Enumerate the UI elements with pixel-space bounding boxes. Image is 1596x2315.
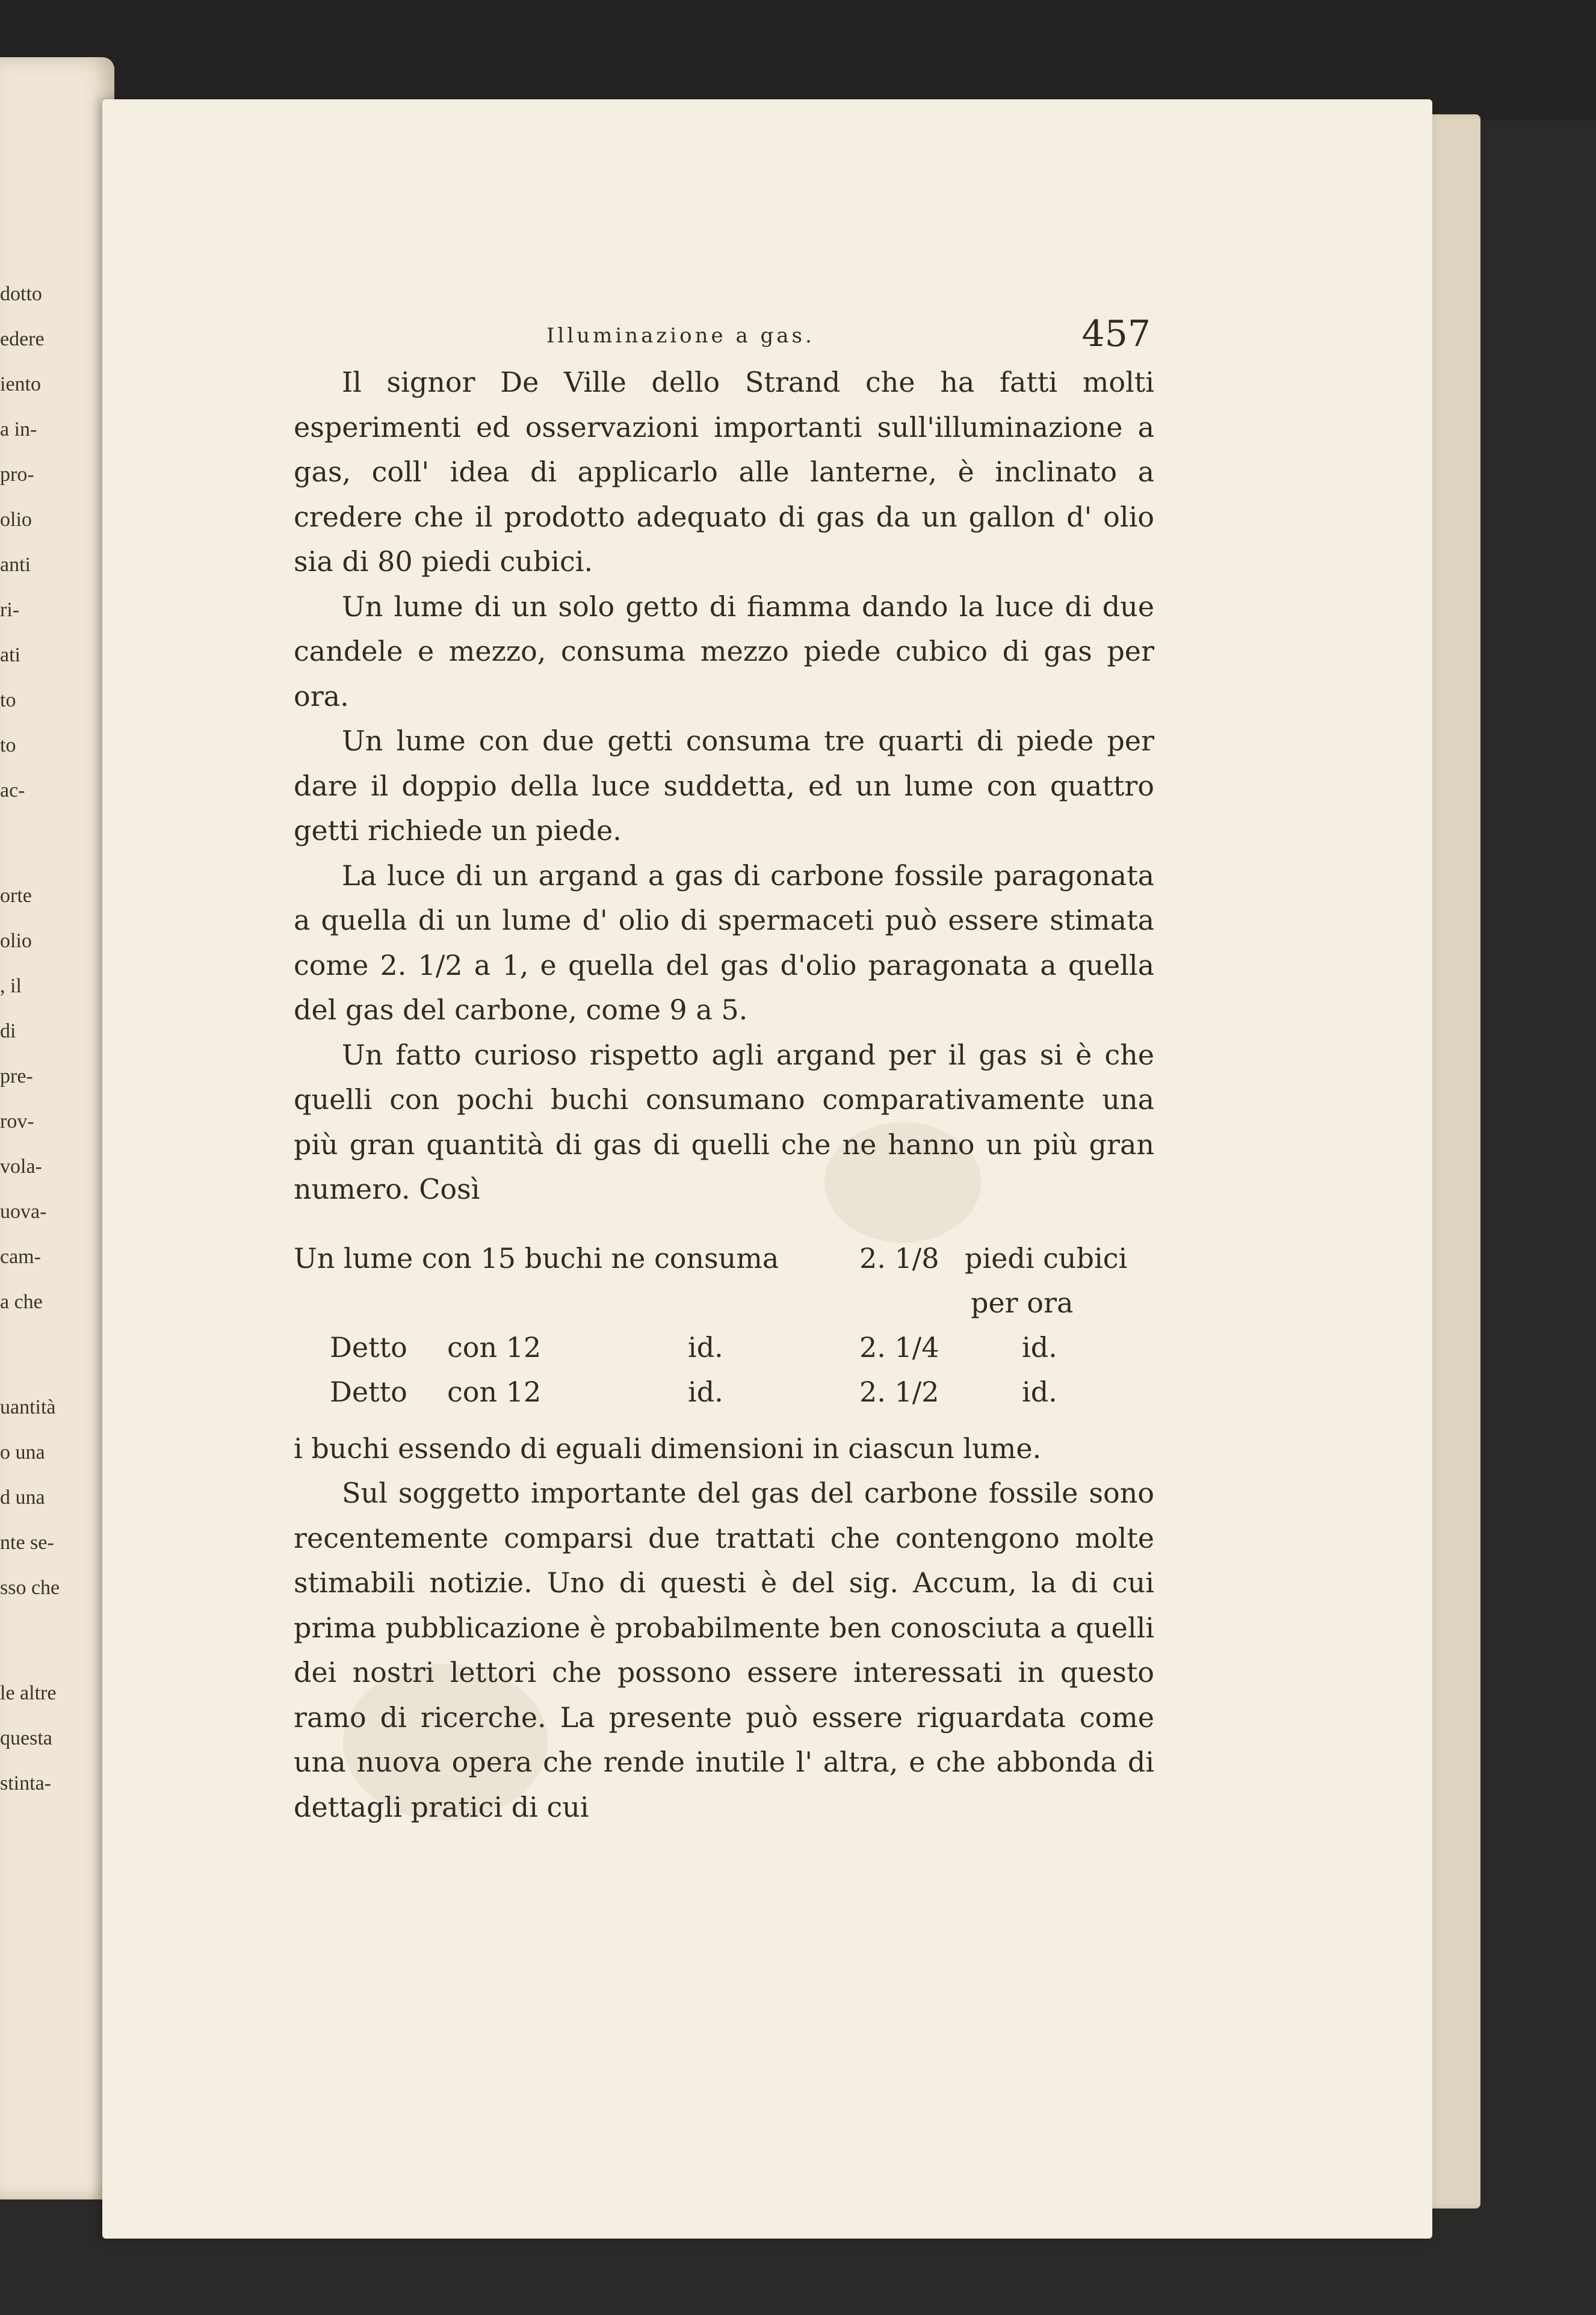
- table-row-label: Detto: [330, 1375, 407, 1408]
- paragraph: Un lume con due getti consuma tre quarti di piede per dare il doppio della luce suddetta, ed un lume con quattro getti richiede un piede.: [294, 725, 1154, 847]
- left-page-fragment: anti: [0, 554, 31, 576]
- left-page-fragment: ri-: [0, 599, 20, 621]
- left-page-fragment: cam-: [0, 1246, 41, 1268]
- left-page-fragment: iento: [0, 373, 41, 395]
- table-row-count: con 12: [447, 1331, 542, 1364]
- left-page-fragment: , il: [0, 975, 22, 997]
- left-page-fragment: o una: [0, 1441, 45, 1463]
- left-page-fragment: rov-: [0, 1110, 34, 1133]
- body-text: [294, 360, 1154, 1829]
- left-page-fragment: a in-: [0, 418, 37, 440]
- paragraph: Sul soggetto importante del gas del carbone fossile sono recentemente comparsi due trattati che contengono molte stimabili notizie. Uno di questi è del sig. Accum, la di cui prima pubblicazione è probabilmente ben conosciuta a quelli dei nostri lettori che possono essere interessati in questo ramo di ricerche. La presente può essere riguardata come una nuova opera che rende inutile l' altra, e che abbonda di dettagli pratici di cui: [294, 1477, 1154, 1823]
- table-row-value: 2. 1/8: [859, 1241, 939, 1275]
- left-page-fragment: di: [0, 1020, 16, 1042]
- table-row-id: id.: [1022, 1375, 1057, 1408]
- table-row-continuation: [294, 1281, 1154, 1325]
- table-row: [294, 1370, 1154, 1414]
- table-row-unit: piedi cubici: [965, 1241, 1128, 1275]
- paragraph: La luce di un argand a gas di carbone fossile paragonata a quella di un lume d' olio di spermaceti può essere stimata come 2. 1/2 a 1, e quella del gas d'olio paragonata a quella del gas del carbone, come 9 a 5.: [294, 859, 1154, 1026]
- left-page-fragment: edere: [0, 328, 45, 350]
- table-row-id: id.: [1022, 1331, 1057, 1364]
- table-row-label: Un lume con 15 buchi ne consuma: [294, 1241, 779, 1275]
- left-page-fragment: uova-: [0, 1201, 47, 1223]
- left-page-fragment: olio: [0, 930, 32, 952]
- page-header: [294, 313, 1154, 361]
- left-page-fragment: d una: [0, 1486, 45, 1509]
- left-page-fragment: orte: [0, 885, 32, 907]
- left-page-fragment: questa: [0, 1727, 52, 1749]
- left-page-fragment: uantità: [0, 1396, 56, 1418]
- paragraph: i buchi essendo di eguali dimensioni in ciascun lume.: [294, 1432, 1042, 1465]
- left-page-fragment: ati: [0, 644, 20, 666]
- left-page-fragment: a che: [0, 1291, 43, 1313]
- table-row-value: 2. 1/2: [859, 1375, 939, 1408]
- running-title: Illuminazione a gas.: [546, 324, 815, 348]
- table-row: [294, 1325, 1154, 1370]
- left-page-fragment: pre-: [0, 1065, 33, 1087]
- left-page-fragment: vola-: [0, 1155, 42, 1178]
- table-row: [294, 1236, 1154, 1281]
- consumption-table: [294, 1236, 1154, 1414]
- left-page-edge: [0, 57, 114, 2199]
- table-row-unit: per ora: [971, 1286, 1074, 1319]
- left-page-fragment: to: [0, 734, 16, 756]
- left-page-fragment: stinta-: [0, 1772, 51, 1794]
- paragraph: Il signor De Ville dello Strand che ha fatti molti esperimenti ed osservazioni importanti sull'illuminazione a gas, coll' idea di applicarlo alle lanterne, è inclinato a credere che il prodotto adequato di gas da un gallon d' olio sia di 80 piedi cubici.: [294, 366, 1154, 578]
- paragraph: Un fatto curioso rispetto agli argand per il gas si è che quelli con pochi buchi consumano comparativamente una più gran quantità di gas di quelli che ne hanno un più gran numero. Così: [294, 1038, 1154, 1205]
- left-page-fragment: nte se-: [0, 1531, 54, 1554]
- paragraph: Un lume di un solo getto di fiamma dando la luce di due candele e mezzo, consuma mezzo piede cubico di gas per ora.: [294, 590, 1154, 712]
- table-row-count: con 12: [447, 1375, 542, 1408]
- table-row-value: 2. 1/4: [859, 1331, 939, 1364]
- left-page-fragment: le altre: [0, 1682, 57, 1704]
- table-row-id: id.: [688, 1331, 723, 1364]
- left-page-fragment: ac-: [0, 779, 25, 802]
- left-page-fragment: to: [0, 689, 16, 711]
- table-row-label: Detto: [330, 1331, 407, 1364]
- left-page-fragment: olio: [0, 508, 32, 531]
- left-page-fragment: sso che: [0, 1577, 60, 1599]
- table-row-id: id.: [688, 1375, 723, 1408]
- left-page-fragment: dotto: [0, 283, 42, 305]
- page-number: 457: [1081, 313, 1151, 355]
- left-page-fragment: pro-: [0, 463, 34, 486]
